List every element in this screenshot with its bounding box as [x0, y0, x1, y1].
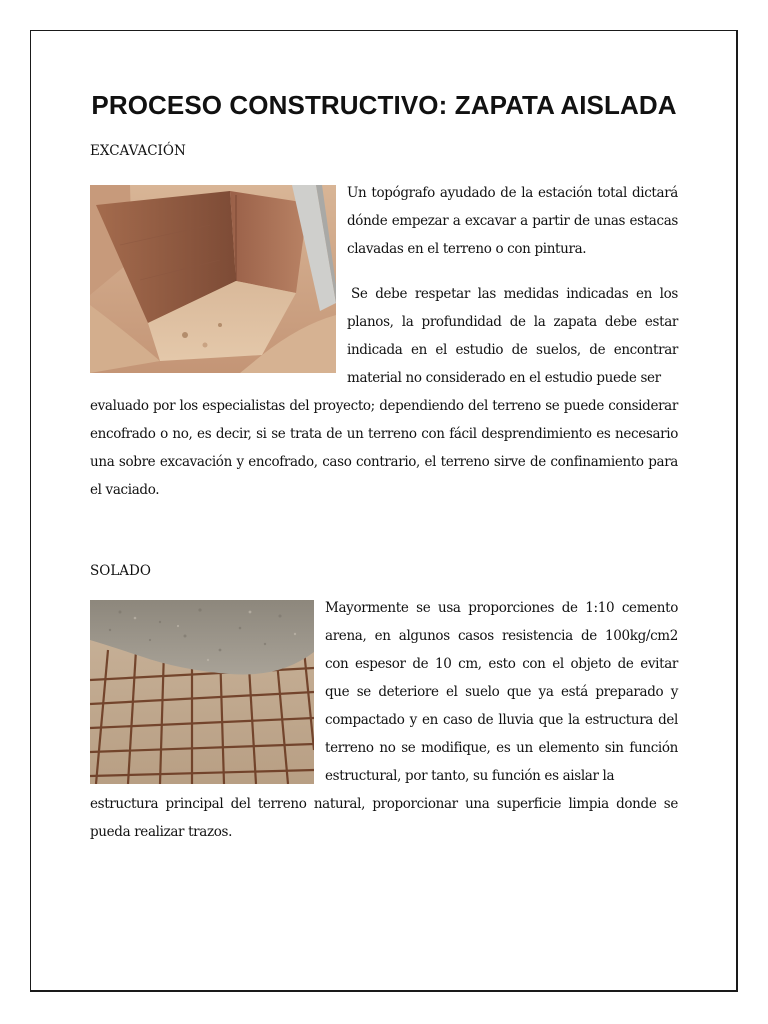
- solado-paragraph-full-block: [90, 790, 678, 846]
- section-heading-excavacion: EXCAVACIÓN: [90, 143, 186, 159]
- solado-paragraph-wrap-block: [325, 594, 678, 790]
- solado-paragraph-full: estructura principal del terreno natural, proporcionar una superficie limpia donde se pueda realizar trazos.: [90, 796, 678, 840]
- excavation-paragraph-2-full: evaluado por los especialistas del proyecto; dependiendo del terreno se puede considerar encofrado o no, es decir, si se trata de un terreno con fácil desprendimiento es necesario una sobre excavación y encofrado, caso contrario, el terreno sirve de confinamiento para el vaciado.: [90, 398, 678, 498]
- solado-paragraph-wrapped: Mayormente se usa proporciones de 1:10 cemento arena, en algunos casos resistencia de 100kg/cm2 con espesor de 10 cm, esto con el objeto de evitar que se deteriore el suelo que ya está preparado y compactado y en caso de lluvia que la estructura del terreno no se modifique, es un elemento sin función estructural, por tanto, su función es aislar la: [325, 600, 678, 784]
- section-heading-solado: SOLADO: [90, 563, 151, 579]
- document-title: PROCESO CONSTRUCTIVO: ZAPATA AISLADA: [91, 90, 677, 120]
- solado-photo-graphic: [90, 600, 314, 784]
- excavation-photo-graphic: [90, 185, 336, 373]
- page-frame: [30, 30, 738, 992]
- excavation-photo: [90, 185, 336, 373]
- excavation-paragraph-1: Un topógrafo ayudado de la estación total dictará dónde empezar a excavar a partir de unas estacas clavadas en el terreno o con pintura.: [347, 185, 678, 257]
- excavation-paragraph-2-full-block: [90, 392, 678, 504]
- excavation-paragraph-2-wrap-block: [347, 280, 678, 392]
- excavation-paragraph-2-wrapped: Se debe respetar las medidas indicadas en los planos, la profundidad de la zapata debe estar indicada en el estudio de suelos, de encontrar material no considerado en el estudio puede ser: [347, 286, 678, 386]
- solado-photo: [90, 600, 314, 784]
- excavation-paragraph-1-block: [347, 179, 678, 263]
